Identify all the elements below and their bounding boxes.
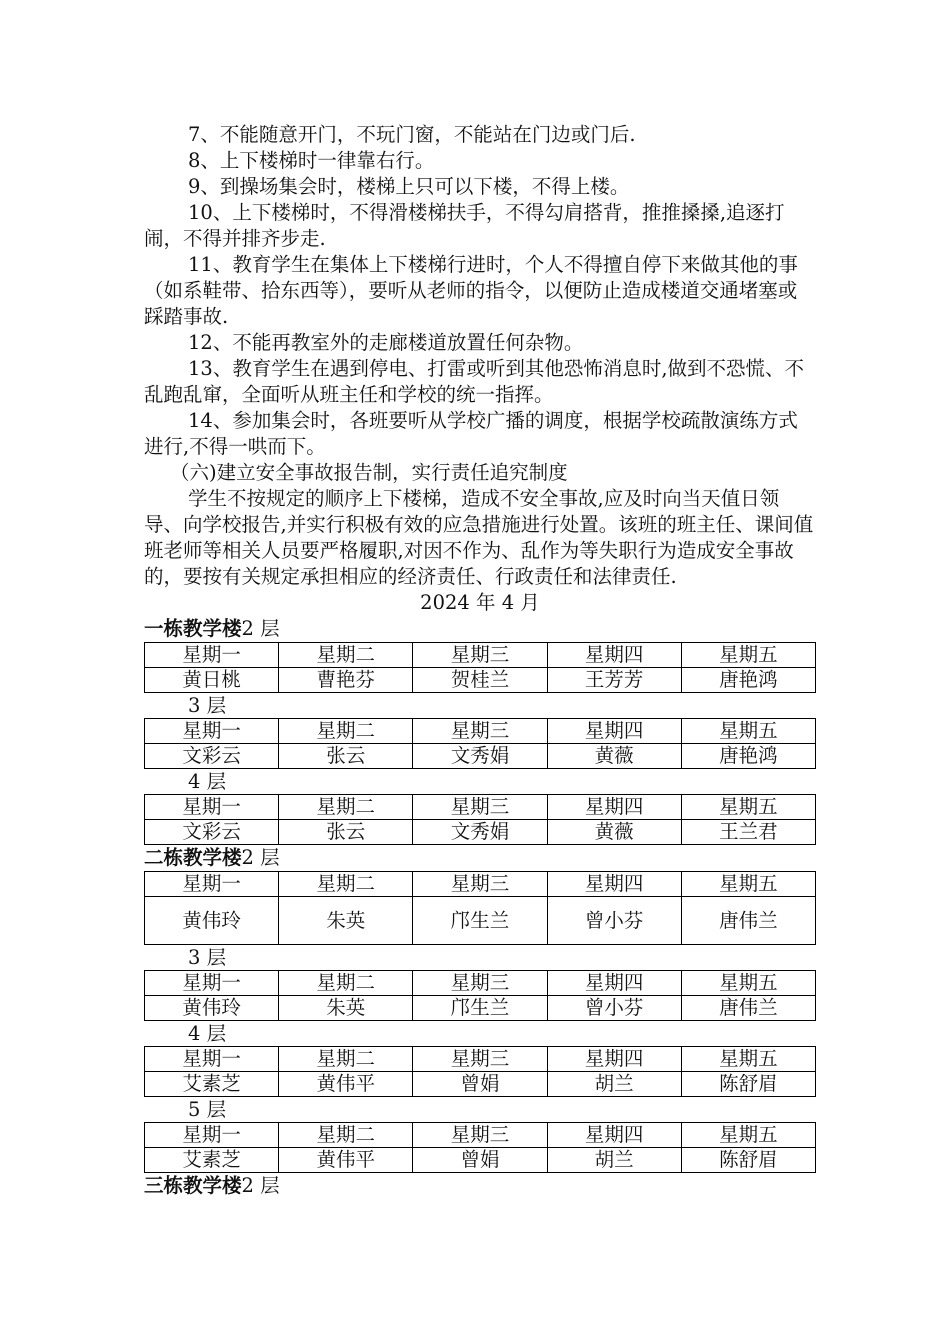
building-3-heading	[144, 1173, 816, 1199]
building-2-heading	[144, 845, 816, 871]
weekday-thu: 星期四	[547, 872, 681, 897]
weekday-mon: 星期一	[145, 1047, 279, 1072]
staff-cell: 黄伟平	[279, 1148, 413, 1173]
weekday-tue: 星期二	[279, 719, 413, 744]
staff-cell: 黄日桃	[145, 668, 279, 693]
staff-row	[145, 996, 816, 1021]
staff-cell: 曾娟	[413, 1072, 547, 1097]
weekday-thu: 星期四	[547, 719, 681, 744]
weekday-fri: 星期五	[681, 795, 815, 820]
weekday-mon: 星期一	[145, 872, 279, 897]
building-3-floor-2-label: 2 层	[241, 1174, 280, 1197]
building-2-floor-2-label: 2 层	[241, 846, 280, 869]
staff-cell: 陈舒眉	[681, 1072, 815, 1097]
building-1-floor-3-label: 3 层	[188, 694, 227, 717]
weekday-tue: 星期二	[279, 795, 413, 820]
weekday-thu: 星期四	[547, 971, 681, 996]
weekday-wed: 星期三	[413, 1047, 547, 1072]
weekday-tue: 星期二	[279, 872, 413, 897]
staff-cell: 邝生兰	[413, 897, 547, 945]
staff-row	[145, 744, 816, 769]
staff-row	[145, 1148, 816, 1173]
weekday-row	[145, 1047, 816, 1072]
rule-13: 13、教育学生在遇到停电、打雷或听到其他恐怖消息时,做到不恐慌、不乱跑乱窜，全面听从班主任和学校的统一指挥。	[144, 357, 805, 406]
weekday-mon: 星期一	[145, 643, 279, 668]
building-1-floor-4-label: 4 层	[188, 770, 227, 793]
weekday-wed: 星期三	[413, 719, 547, 744]
weekday-wed: 星期三	[413, 872, 547, 897]
rule-7: 7、不能随意开门，不玩门窗，不能站在门边或门后.	[188, 123, 636, 146]
staff-cell: 艾素芝	[145, 1072, 279, 1097]
staff-cell: 黄伟玲	[145, 996, 279, 1021]
weekday-row	[145, 719, 816, 744]
section-6-title: （六)建立安全事故报告制，实行责任追究制度	[170, 461, 568, 484]
staff-cell: 朱英	[279, 897, 413, 945]
staff-cell: 曾小芬	[547, 996, 681, 1021]
staff-cell: 曾娟	[413, 1148, 547, 1173]
staff-cell: 胡兰	[547, 1148, 681, 1173]
duty-table-b1-f4	[144, 794, 816, 845]
duty-table-b1-f2	[144, 642, 816, 693]
staff-cell: 文彩云	[145, 820, 279, 845]
staff-cell: 唐艳鸿	[681, 668, 815, 693]
weekday-tue: 星期二	[279, 643, 413, 668]
building-1-floor-2-label: 2 层	[241, 617, 280, 640]
rule-9: 9、到操场集会时，楼梯上只可以下楼，不得上楼。	[188, 175, 630, 198]
building-3-name: 三栋教学楼	[144, 1174, 242, 1197]
weekday-fri: 星期五	[681, 643, 815, 668]
weekday-thu: 星期四	[547, 1123, 681, 1148]
weekday-fri: 星期五	[681, 971, 815, 996]
building-2-name: 二栋教学楼	[144, 846, 242, 869]
staff-cell: 邝生兰	[413, 996, 547, 1021]
staff-cell: 曹艳芬	[279, 668, 413, 693]
weekday-wed: 星期三	[413, 643, 547, 668]
staff-cell: 文秀娟	[413, 820, 547, 845]
duty-table-b2-f5	[144, 1122, 816, 1173]
weekday-fri: 星期五	[681, 872, 815, 897]
building-2-floor-5-label: 5 层	[188, 1098, 227, 1121]
weekday-wed: 星期三	[413, 795, 547, 820]
weekday-thu: 星期四	[547, 643, 681, 668]
weekday-thu: 星期四	[547, 795, 681, 820]
building-2-floor-3-label: 3 层	[188, 946, 227, 969]
duty-table-b2-f2	[144, 871, 816, 945]
staff-cell: 陈舒眉	[681, 1148, 815, 1173]
duty-table-b2-f3	[144, 970, 816, 1021]
weekday-mon: 星期一	[145, 1123, 279, 1148]
document-page	[144, 122, 816, 1199]
weekday-mon: 星期一	[145, 719, 279, 744]
weekday-tue: 星期二	[279, 1047, 413, 1072]
staff-cell: 贺桂兰	[413, 668, 547, 693]
staff-row	[145, 668, 816, 693]
rule-12: 12、不能再教室外的走廊楼道放置任何杂物。	[188, 331, 584, 354]
date-line: 2024 年 4 月	[420, 591, 540, 614]
weekday-fri: 星期五	[681, 1123, 815, 1148]
rule-14: 14、参加集会时，各班要听从学校广播的调度，根据学校疏散演练方式进行,不得一哄而下。	[144, 409, 798, 458]
staff-cell: 艾素芝	[145, 1148, 279, 1173]
staff-cell: 文彩云	[145, 744, 279, 769]
weekday-tue: 星期二	[279, 971, 413, 996]
weekday-mon: 星期一	[145, 795, 279, 820]
staff-row	[145, 1072, 816, 1097]
weekday-row	[145, 872, 816, 897]
weekday-tue: 星期二	[279, 1123, 413, 1148]
staff-cell: 文秀娟	[413, 744, 547, 769]
weekday-fri: 星期五	[681, 719, 815, 744]
duty-table-b1-f3	[144, 718, 816, 769]
staff-row	[145, 897, 816, 945]
weekday-fri: 星期五	[681, 1047, 815, 1072]
staff-cell: 唐伟兰	[681, 996, 815, 1021]
staff-cell: 朱英	[279, 996, 413, 1021]
section-6-body: 学生不按规定的顺序上下楼梯，造成不安全事故,应及时向当天值日领导、向学校报告,并实行积极有效的应急措施进行处置。该班的班主任、课间值班老师等相关人员要严格履职,对因不作为、乱作为等失职行为造成安全事故的，要按有关规定承担相应的经济责任、行政责任和法律责任.	[144, 487, 814, 588]
staff-cell: 张云	[279, 820, 413, 845]
staff-cell: 唐艳鸿	[681, 744, 815, 769]
staff-cell: 张云	[279, 744, 413, 769]
staff-row	[145, 820, 816, 845]
duty-table-b2-f4	[144, 1046, 816, 1097]
staff-cell: 曾小芬	[547, 897, 681, 945]
rule-8: 8、上下楼梯时一律靠右行。	[188, 149, 435, 172]
weekday-wed: 星期三	[413, 971, 547, 996]
staff-cell: 王兰君	[681, 820, 815, 845]
weekday-row	[145, 643, 816, 668]
rule-11: 11、教育学生在集体上下楼梯行进时，个人不得擅自停下来做其他的事（如系鞋带、拾东西等），要听从老师的指令，以便防止造成楼道交通堵塞或踩踏事故.	[144, 253, 798, 328]
weekday-row	[145, 971, 816, 996]
weekday-wed: 星期三	[413, 1123, 547, 1148]
weekday-thu: 星期四	[547, 1047, 681, 1072]
weekday-mon: 星期一	[145, 971, 279, 996]
rule-10: 10、上下楼梯时，不得滑楼梯扶手，不得勾肩搭背，推推搡搡,追逐打闹，不得并排齐步走.	[144, 201, 785, 250]
staff-cell: 胡兰	[547, 1072, 681, 1097]
building-1-name: 一栋教学楼	[144, 617, 242, 640]
staff-cell: 黄薇	[547, 744, 681, 769]
staff-cell: 唐伟兰	[681, 897, 815, 945]
building-1-heading	[144, 616, 816, 642]
weekday-row	[145, 795, 816, 820]
weekday-row	[145, 1123, 816, 1148]
staff-cell: 黄薇	[547, 820, 681, 845]
building-2-floor-4-label: 4 层	[188, 1022, 227, 1045]
staff-cell: 黄伟玲	[145, 897, 279, 945]
staff-cell: 王芳芳	[547, 668, 681, 693]
staff-cell: 黄伟平	[279, 1072, 413, 1097]
